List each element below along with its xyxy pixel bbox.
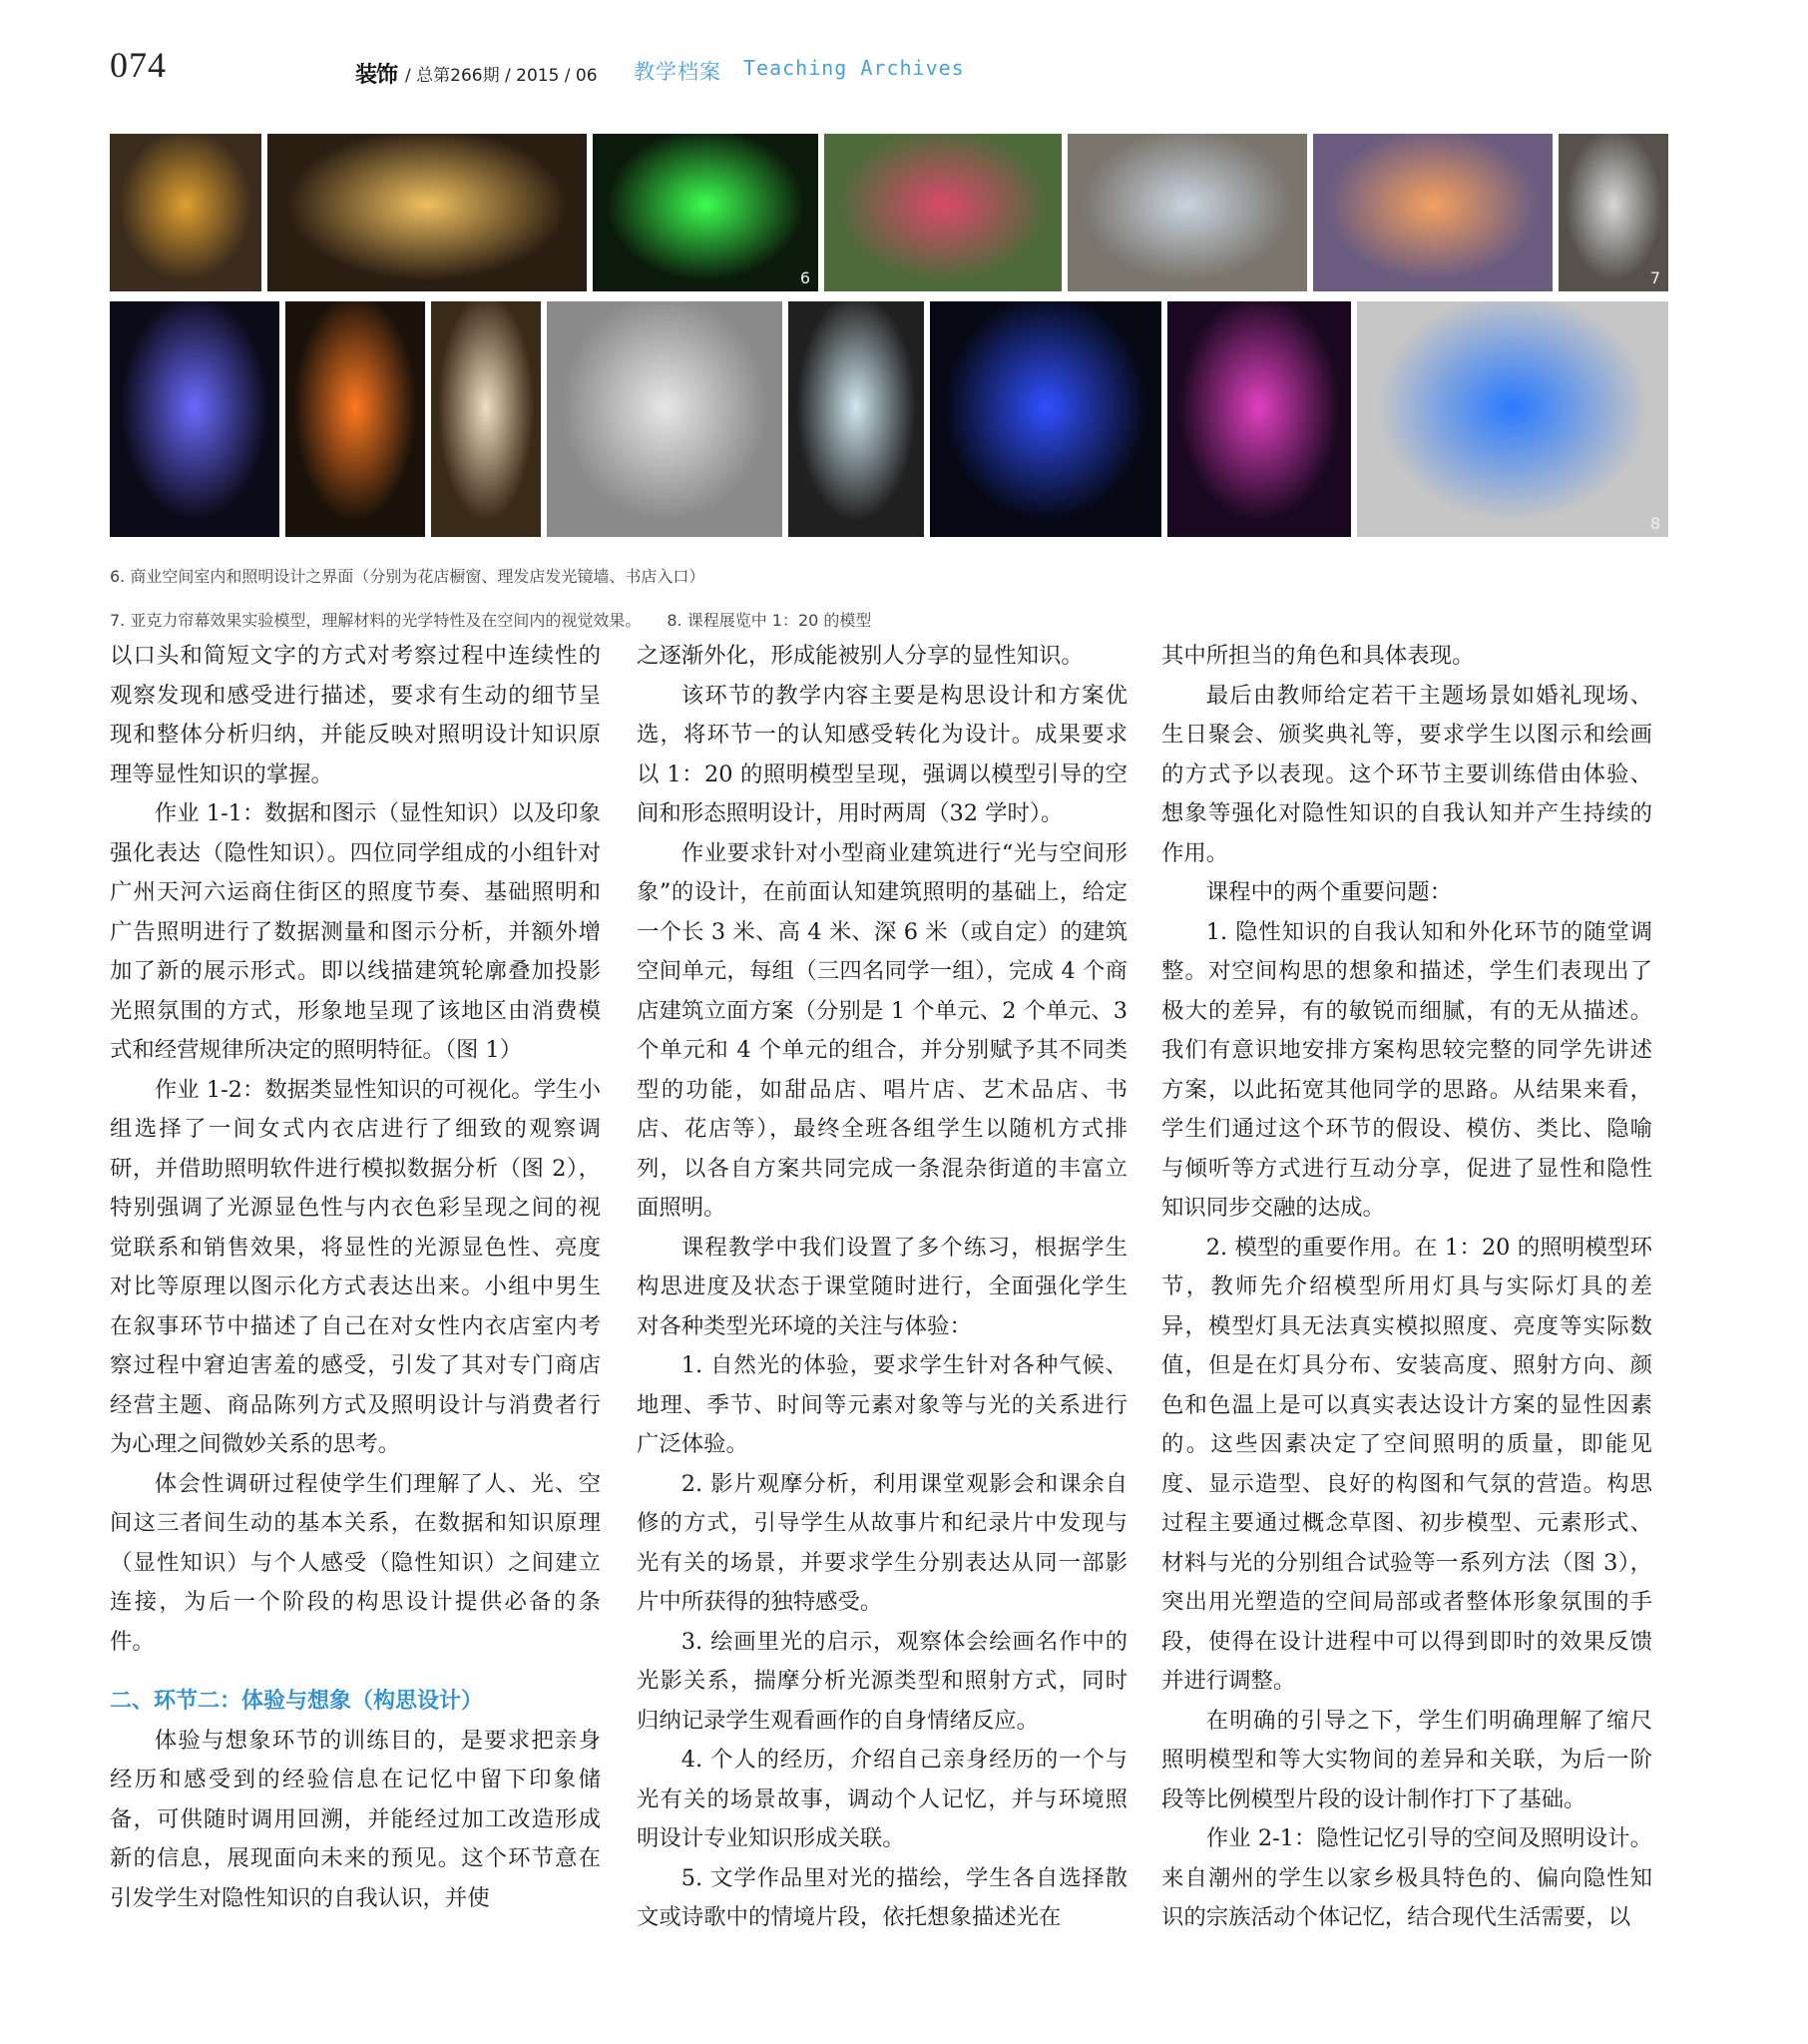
paragraph: 3. 绘画里光的启示，观察体会绘画名作中的光影关系，揣摩分析光源类型和照射方式，同时归纳记录学生观看画作的自身情绪反应。	[637, 1628, 1128, 1734]
blue-beam-model-photo	[930, 301, 1161, 537]
paragraph: 课程中的两个重要问题：	[1205, 879, 1453, 905]
text-column-1	[110, 637, 601, 1918]
paragraph: 其中所担当的角色和具体表现。	[1161, 643, 1475, 669]
paragraph: 之逐渐外化，形成能被别人分享的显性知识。	[637, 643, 1084, 669]
figure-number-8: 8	[1649, 514, 1660, 533]
figure-captions	[110, 555, 871, 643]
paragraph: 作业要求针对小型商业建筑进行“光与空间形象”的设计，在前面认知建筑照明的基础上，给定一个长 3 米、高 4 米、深 6 米（或自定）的建筑空间单元，每组（三四名同学一组），完成 4 个商店建筑立面方案（分别是 1 个单元、2 个单元、3 个单元和 4 个单元的组合，并分别赋予其不同类型的功能，如甜品店、唱片店、艺术品店、书店、花店等），最终全班各组学生以随机方式排列，以各自方案共同完成一条混杂街道的丰富立面照明。	[637, 839, 1128, 1221]
rainbow-light-strips-photo	[1313, 134, 1553, 291]
caption-figure-6: 6. 商业空间室内和照明设计之界面（分别为花店橱窗、理发店发光镜墙、书店入口）	[110, 567, 705, 586]
figure-number-6: 6	[799, 268, 810, 287]
paragraph: 作业 1-2：数据类显性知识的可视化。学生小组选择了一间女式内衣店进行了细致的观察调研，并借助照明软件进行模拟数据分析（图 2），特别强调了光源显色性与内衣色彩呈现之间的视觉联系和销售效果，将显性的光源显色性、亮度对比等原理以图示化方式表达出来。小组中男生在叙事环节中描述了自己在对女性内衣店室内考察过程中窘迫害羞的感受，引发了其对专门商店经营主题、商品陈列方式及照明设计与消费者行为心理之间微妙关系的思考。	[110, 1076, 601, 1457]
caption-figure-7: 7. 亚克力帘幕效果实验模型，理解材料的光学特性及在空间内的视觉效果。	[110, 611, 642, 630]
paragraph: 1. 自然光的体验，要求学生针对各种气候、地理、季节、时间等元素对象等与光的关系进行广泛体验。	[637, 1352, 1128, 1457]
paragraph: 以口头和简短文字的方式对考察过程中连续性的观察发现和感受进行描述，要求有生动的细节呈现和整体分析归纳，并能反映对照明设计知识原理等显性知识的掌握。	[110, 643, 601, 787]
flower-shop-window-photo	[110, 134, 261, 291]
paragraph: 作业 1-1：数据和图示（显性知识）以及印象强化表达（隐性知识）。四位同学组成的小组针对广州天河六运商住街区的照度节奏、基础照明和广告照明进行了数据测量和图示分析，并额外增加了新的展示形式。即以线描建筑轮廓叠加投影光照氛围的方式，形象地呈现了该地区由消费模式和经营规律所决定的照明特征。（图 1）	[110, 800, 601, 1063]
paragraph: 该环节的教学内容主要是构思设计和方案优选，将环节一的认知感受转化为设计。成果要求以 1：20 的照明模型呈现，强调以模型引导的空间和形态照明设计，用时两周（32 学时）。	[637, 682, 1128, 826]
text-column-2	[637, 637, 1128, 1938]
page-number: 074	[110, 45, 167, 85]
text-column-3	[1161, 637, 1652, 1938]
section-title-en: Teaching Archives	[743, 56, 965, 80]
paragraph: 最后由教师给定若干主题场景如婚礼现场、生日聚会、颁奖典礼等，要求学生以图示和绘画的方式予以表现。这个环节主要训练借由体验、想象等强化对隐性知识的自我认知并产生持续的作用。	[1161, 682, 1652, 866]
magazine-logo: 装饰	[355, 63, 398, 88]
section-heading: 二、环节二：体验与想象（构思设计）	[110, 1689, 484, 1714]
paragraph: 5. 文学作品里对光的描绘，学生各自选择散文或诗歌中的情境片段，依托想象描述光在	[637, 1864, 1128, 1930]
barber-shop-lit-wall-photo	[267, 134, 587, 291]
paragraph: 2. 影片观摩分析，利用课堂观影会和课余自修的方式，引导学生从故事片和纪录片中发现与光有关的场景，并要求学生分别表达从同一部影片中所获得的独特感受。	[637, 1470, 1128, 1615]
masthead	[355, 58, 598, 89]
figure-number-7: 7	[1649, 268, 1660, 287]
blue-spiral-model-photo	[110, 301, 279, 537]
acrylic-curtain-gallery-photo	[1068, 134, 1307, 291]
caption-figure-8: 8. 课程展览中 1：20 的模型	[667, 611, 872, 630]
glass-tower-model-photo	[547, 301, 782, 537]
cafe-facade-model-photo	[788, 301, 924, 537]
section-title-cn: 教学档案	[634, 60, 721, 84]
paragraph: 体验与想象环节的训练目的，是要求把亲身经历和感受到的经验信息在记忆中留下印象储备，可供随时调用回溯，并能经过加工改造形成新的信息，展现面向未来的预见。这个环节意在引发学生对隐性知识的自我认识，并使	[110, 1727, 601, 1911]
white-folded-model-photo	[431, 301, 541, 537]
section-title	[634, 56, 965, 86]
photo-row-1	[110, 134, 1668, 291]
paragraph: 课程教学中我们设置了多个练习，根据学生构思进度及状态于课堂随时进行，全面强化学生对各种类型光环境的关注与体验：	[637, 1234, 1128, 1339]
orange-lit-model-photo	[285, 301, 425, 537]
light-rays-model-photo	[1559, 134, 1668, 291]
magenta-stage-model-photo	[1167, 301, 1351, 537]
exit-neon-sign-photo	[593, 134, 818, 291]
paragraph: 在明确的引导之下，学生们明确理解了缩尺照明模型和等大实物间的差异和关联，为后一阶段等比例模型片段的设计制作打下了基础。	[1161, 1707, 1652, 1812]
paragraph: 体会性调研过程使学生们理解了人、光、空间这三者间生动的基本关系，在数据和知识原理（显性知识）与个人感受（隐性知识）之间建立连接，为后一个阶段的构思设计提供必备的条件。	[110, 1470, 601, 1655]
blue-grid-tower-model-photo	[1357, 301, 1668, 537]
paragraph: 作业 2-1：隐性记忆引导的空间及照明设计。来自潮州的学生以家乡极具特色的、偏向隐性知识的宗族活动个体记忆，结合现代生活需要，以	[1161, 1825, 1652, 1930]
photo-row-2	[110, 301, 1668, 537]
acrylic-strips-hand-photo	[824, 134, 1062, 291]
paragraph: 2. 模型的重要作用。在 1：20 的照明模型环节，教师先介绍模型所用灯具与实际灯具的差异，模型灯具无法真实模拟照度、亮度等实际数值，但是在灯具分布、安装高度、照射方向、颜色和色温上是可以真实表达设计方案的显性因素的。这些因素决定了空间照明的质量，即能见度、显示造型、良好的构图和气氛的营造。构思过程主要通过概念草图、初步模型、元素形式、材料与光的分别组合试验等一系列方法（图 3），突出用光塑造的空间局部或者整体形象氛围的手段，使得在设计进程中可以得到即时的效果反馈并进行调整。	[1161, 1234, 1652, 1694]
paragraph: 1. 隐性知识的自我认知和外化环节的随堂调整。对空间构思的想象和描述，学生们表现出了极大的差异，有的敏锐而细腻，有的无从描述。我们有意识地安排方案构思较完整的同学先讲述方案，以此拓宽其他同学的思路。从结果来看，学生们通过这个环节的假设、模仿、类比、隐喻与倾听等方式进行互动分享，促进了显性和隐性知识同步交融的达成。	[1161, 918, 1652, 1221]
paragraph: 4. 个人的经历，介绍自己亲身经历的一个与光有关的场景故事，调动个人记忆，并与环境照明设计专业知识形成关联。	[637, 1747, 1128, 1851]
issue-info: / 总第266期 / 2015 / 06	[405, 66, 598, 86]
